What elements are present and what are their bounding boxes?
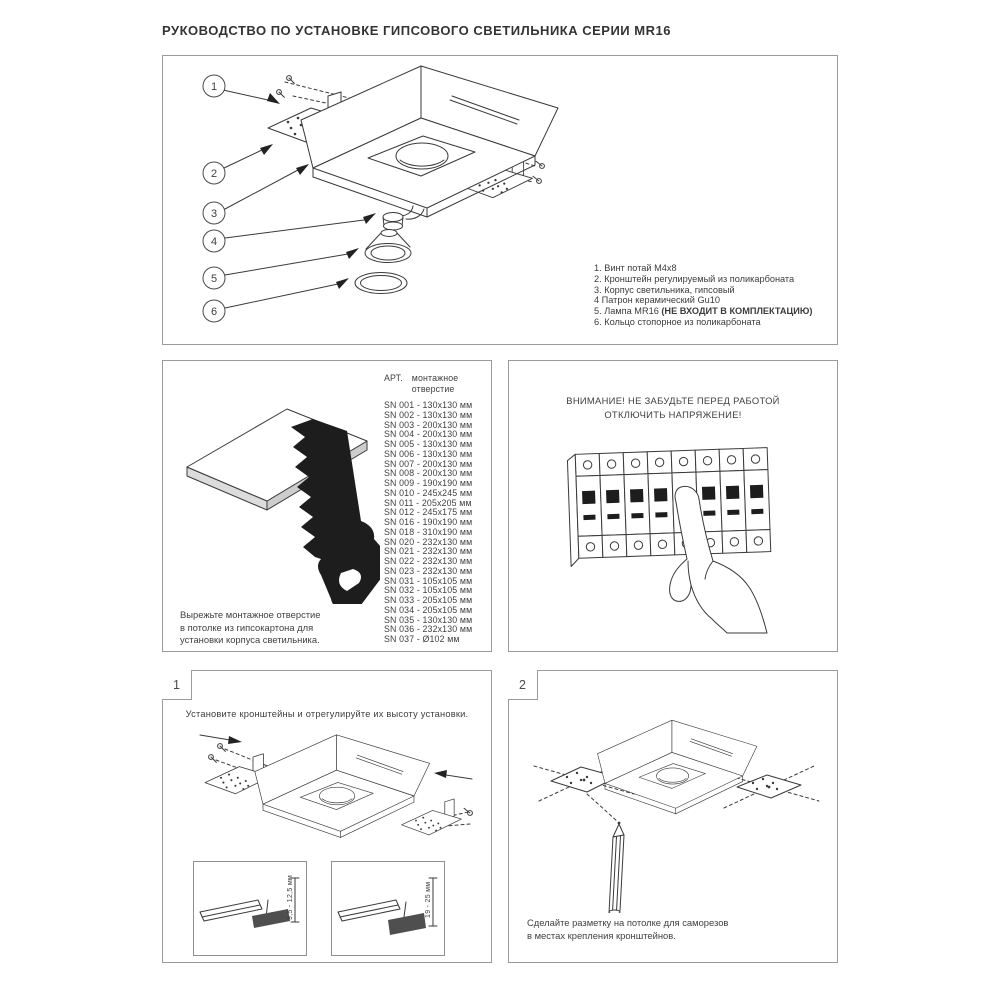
svg-text:19 - 25 мм: 19 - 25 мм — [425, 881, 432, 918]
ceiling-section-left — [194, 862, 306, 955]
sn-table-row: SN 011 - 205x205 мм — [384, 497, 472, 508]
svg-text:6: 6 — [210, 306, 218, 318]
step1-caption: Установите кронштейны и отрегулируйте их высоту установки. — [185, 709, 469, 719]
sn-table-row: SN 004 - 200x130 мм — [384, 429, 473, 440]
step-number: 2 — [508, 670, 538, 700]
step-number: 1 — [162, 670, 192, 700]
sn-table-row: SN 008 - 200x130 мм — [384, 468, 473, 479]
breaker-panel-illustration — [551, 433, 811, 641]
parts-list-item: 2. Кронштейн регулируемый из поликарбоната — [594, 273, 795, 284]
sn-table-row: SN 035 - 130x130 мм — [384, 614, 473, 625]
parts-list — [594, 263, 832, 328]
page-title: РУКОВОДСТВО ПО УСТАНОВКЕ ГИПСОВОГО СВЕТИЛЬНИКА СЕРИИ MR16 — [162, 23, 671, 38]
breaker-strip — [567, 448, 771, 567]
sn-table-row: SN 020 - 232x130 мм — [384, 536, 473, 547]
parts-list-item: 5. Лампа MR16 (НЕ ВХОДИТ В КОМПЛЕКТАЦИЮ) — [594, 306, 813, 317]
sn-table-row: SN 012 - 245x175 мм — [384, 507, 473, 518]
saw-cutting-illustration — [175, 379, 380, 604]
sn-col-art: АРТ. — [384, 373, 403, 383]
parts-list-item: 3. Корпус светильника, гипсовый — [594, 284, 735, 295]
callout-6 — [203, 278, 349, 322]
sn-table-row: SN 005 - 130x130 мм — [384, 439, 473, 449]
panel-exploded-view — [162, 55, 838, 345]
sn-table-row: SN 006 - 130x130 мм — [384, 448, 473, 459]
parts-list-item: 6. Кольцо стопорное из поликарбоната — [594, 316, 761, 327]
sn-table-row: SN 033 - 205x105 мм — [384, 595, 473, 605]
svg-text:4: 4 — [210, 236, 218, 248]
sn-col-hole: монтажное отверстие — [411, 373, 459, 394]
sn-table-row: SN 021 - 232x130 мм — [384, 546, 473, 557]
callout-5 — [203, 248, 359, 289]
flat-bracket-right — [737, 775, 801, 798]
step1-illustration — [180, 727, 476, 859]
sn-table-row: SN 007 - 200x130 мм — [384, 458, 473, 469]
sn-table-row: SN 034 - 205x105 мм — [384, 604, 473, 615]
svg-text:5: 5 — [210, 273, 218, 285]
depth-inset-left — [193, 861, 307, 956]
step2-caption: Сделайте разметку на потолке для саморезов в местах крепления кронштейнов. — [527, 917, 729, 941]
step2-illustration — [523, 695, 825, 913]
panel-step-2 — [508, 670, 838, 963]
cutout-caption: Вырежьте монтажное отверстие в потолке из гипсокартона для установки корпуса светильника. — [180, 609, 321, 645]
callout-4 — [203, 213, 376, 252]
sn-table-row: SN 031 - 105x105 мм — [384, 575, 473, 586]
sn-table-rows — [384, 401, 488, 645]
warning-text: ВНИМАНИЕ! НЕ ЗАБУДЬТЕ ПЕРЕД РАБОТОЙ ОТКЛЮЧИТЬ НАПРЯЖЕНИЕ! — [566, 395, 780, 420]
svg-text:3: 3 — [210, 208, 218, 220]
sn-table-row: SN 002 - 130x130 мм — [384, 409, 473, 420]
sn-table-header — [384, 373, 488, 394]
sn-table-row: SN 010 - 245x245 мм — [384, 487, 473, 498]
callout-2 — [203, 144, 273, 184]
depth-inset-right — [331, 861, 445, 956]
svg-text:2: 2 — [210, 168, 218, 180]
sn-table-row: SN 037 - Ø102 мм — [384, 634, 460, 644]
sn-table-row: SN 003 - 200x130 мм — [384, 419, 473, 430]
sn-table-row: SN 018 - 310x190 мм — [384, 526, 473, 537]
pencil-icon — [609, 822, 624, 913]
sn-table-row: SN 023 - 232x130 мм — [384, 565, 473, 576]
svg-text:9,5 - 12,5 мм: 9,5 - 12,5 мм — [287, 874, 294, 920]
sn-table — [384, 373, 488, 645]
sn-table-row: SN 036 - 232x130 мм — [384, 624, 473, 635]
callout-1 — [203, 75, 280, 104]
sn-table-row: SN 032 - 105x105 мм — [384, 585, 473, 596]
panel-warning — [508, 360, 838, 652]
panel-cutout — [162, 360, 492, 652]
panel-step-1 — [162, 670, 492, 963]
parts-list-item: 4 Патрон керамический Gu10 — [594, 295, 720, 306]
sn-table-row: SN 001 - 130x130 мм — [384, 400, 473, 410]
sn-table-row: SN 009 - 190x190 мм — [384, 478, 473, 488]
ceiling-section-right — [332, 862, 444, 955]
sn-table-row: SN 022 - 232x130 мм — [384, 556, 473, 566]
svg-text:1: 1 — [210, 81, 218, 93]
sn-table-row: SN 016 - 190x190 мм — [384, 517, 473, 527]
parts-list-item: 1. Винт потай М4х8 — [594, 263, 677, 273]
